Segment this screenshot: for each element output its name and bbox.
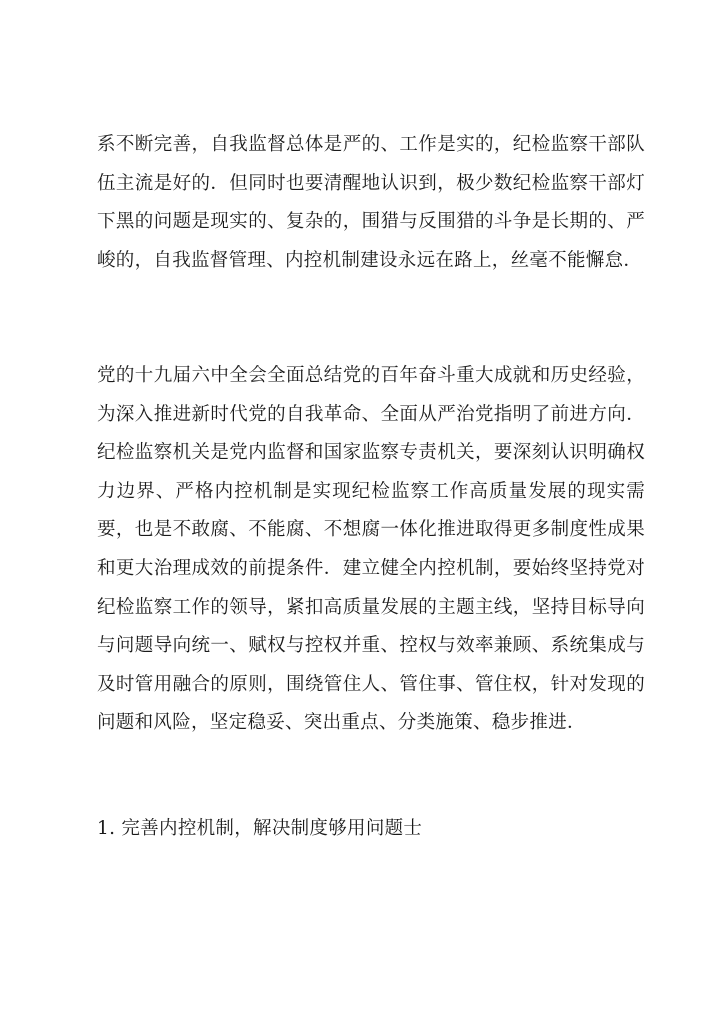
section-heading-1: 1. 完善内控机制，解决制度够用问题士: [97, 818, 423, 839]
body-paragraph-1: 系不断完善，自我监督总体是严的、工作是实的，纪检监察干部队伍主流是好的．但同时也要清醒地认识到，极少数纪检监察干部灯下黑的问题是现实的、复杂的，围猎与反围猎的斗争是长期的、严峻的，自我监督管理、内控机制建设永远在路上，丝毫不能懈怠．: [97, 134, 645, 271]
body-paragraph-2: 党的十九届六中全会全面总结党的百年奋斗重大成就和历史经验，为深入推进新时代党的自我革命、全面从严治党指明了前进方向．纪检监察机关是党内监督和国家监察专责机关，要深刻认识明确权力边界、严格内控机制是实现纪检监察工作高质量发展的现实需要，也是不敢腐、不能腐、不想腐一体化推进取得更多制度性成果和更大治理成效的前提条件．建立健全内控机制，要始终坚持党对纪检监察工作的领导，紧扣高质量发展的主题主线，坚持目标导向与问题导向统一、赋权与控权并重、控权与效率兼顾、系统集成与及时管用融合的原则，围绕管住人、管住事、管住权，针对发现的问题和风险，坚定稳妥、突出重点、分类施策、稳步推进．: [97, 365, 645, 734]
